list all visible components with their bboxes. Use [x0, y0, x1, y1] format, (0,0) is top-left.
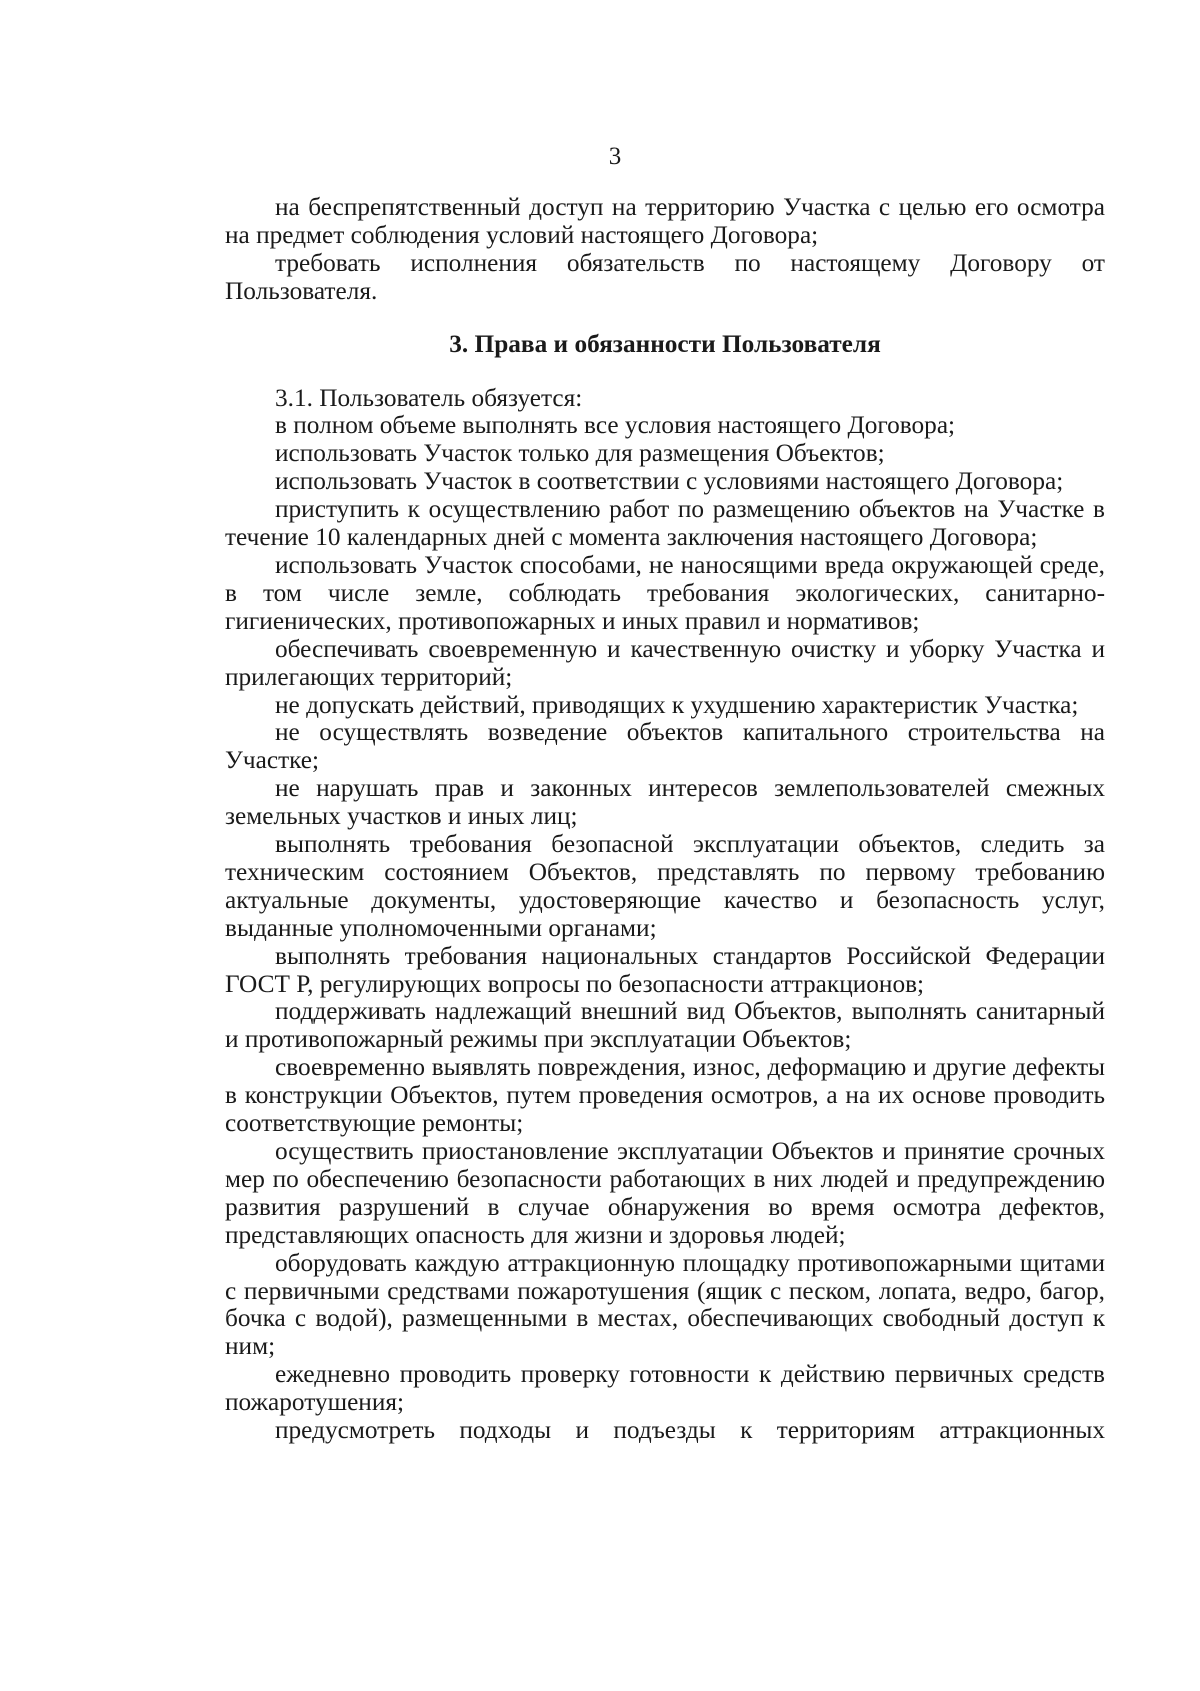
paragraph-obligation: выполнять требования безопасной эксплуатации объектов, следить за техническим состоянием Объектов, представлять по первому требованию актуальные документы, удостоверяющие качество и безопасность услуг, выданные уполномоченными органами;: [225, 830, 1105, 942]
paragraph-obligation: поддерживать надлежащий внешний вид Объектов, выполнять санитарный и противопожарный режимы при эксплуатации Объектов;: [225, 997, 1105, 1054]
paragraph-demand-obligations: требовать исполнения обязательств по настоящему Договору от Пользователя.: [225, 248, 1105, 305]
paragraph-obligation: не допускать действий, приводящих к ухудшению характеристик Участка;: [275, 690, 1079, 719]
paragraph-clause-3-1: 3.1. Пользователь обязуется:: [275, 383, 583, 412]
paragraph-obligation: своевременно выявлять повреждения, износ, деформацию и другие дефекты в конструкции Объектов, путем проведения осмотров, а на их основе проводить соответствующие ремонты;: [225, 1053, 1105, 1138]
page-number: 3: [608, 143, 622, 170]
paragraph-obligation: осуществить приостановление эксплуатации Объектов и принятие срочных мер по обеспечению безопасности работающих в них людей и предупреждению развития разрушений в случае обнаружения во время осмотра дефектов, представляющих опасность для жизни и здоровья людей;: [225, 1137, 1105, 1249]
paragraph-obligation: использовать Участок в соответствии с условиями настоящего Договора;: [275, 467, 1064, 496]
section-heading: 3. Права и обязанности Пользователя: [449, 329, 881, 358]
document-body: [225, 194, 1105, 1445]
paragraph-obligation: выполнять требования национальных стандартов Российской Федерации ГОСТ Р, регулирующих вопросы по безопасности аттракционов;: [225, 941, 1105, 998]
paragraph-obligation: приступить к осуществлению работ по размещению объектов на Участке в течение 10 календарных дней с момента заключения настоящего Договора;: [225, 495, 1105, 552]
paragraph-obligation-continued: предусмотреть подходы и подъезды к территориям аттракционных: [275, 1416, 1105, 1445]
paragraph-obligation: использовать Участок способами, не наносящими вреда окружающей среде, в том числе земле, соблюдать требования экологических, санитарно-гигиенических, противопожарных и иных правил и нормативов;: [225, 550, 1105, 635]
paragraph-obligation: ежедневно проводить проверку готовности к действию первичных средств пожаротушения;: [225, 1360, 1105, 1417]
paragraph-obligation: оборудовать каждую аттракционную площадку противопожарными щитами с первичными средствами пожаротушения (ящик с песком, лопата, ведро, багор, бочка с водой), размещенными в местах, обеспечивающих свободный доступ к ним;: [225, 1248, 1105, 1361]
paragraph-obligation: не осуществлять возведение объектов капитального строительства на Участке;: [225, 718, 1105, 775]
paragraph-obligation: использовать Участок только для размещения Объектов;: [275, 439, 885, 468]
paragraph-obligation: не нарушать прав и законных интересов землепользователей смежных земельных участков и иных лиц;: [225, 774, 1105, 831]
paragraph-obligation: в полном объеме выполнять все условия настоящего Договора;: [275, 411, 956, 440]
paragraph-access-right: на беспрепятственный доступ на территорию Участка с целью его осмотра на предмет соблюдения условий настоящего Договора;: [225, 193, 1105, 249]
paragraph-obligation: обеспечивать своевременную и качественную очистку и уборку Участка и прилегающих территорий;: [225, 634, 1105, 691]
